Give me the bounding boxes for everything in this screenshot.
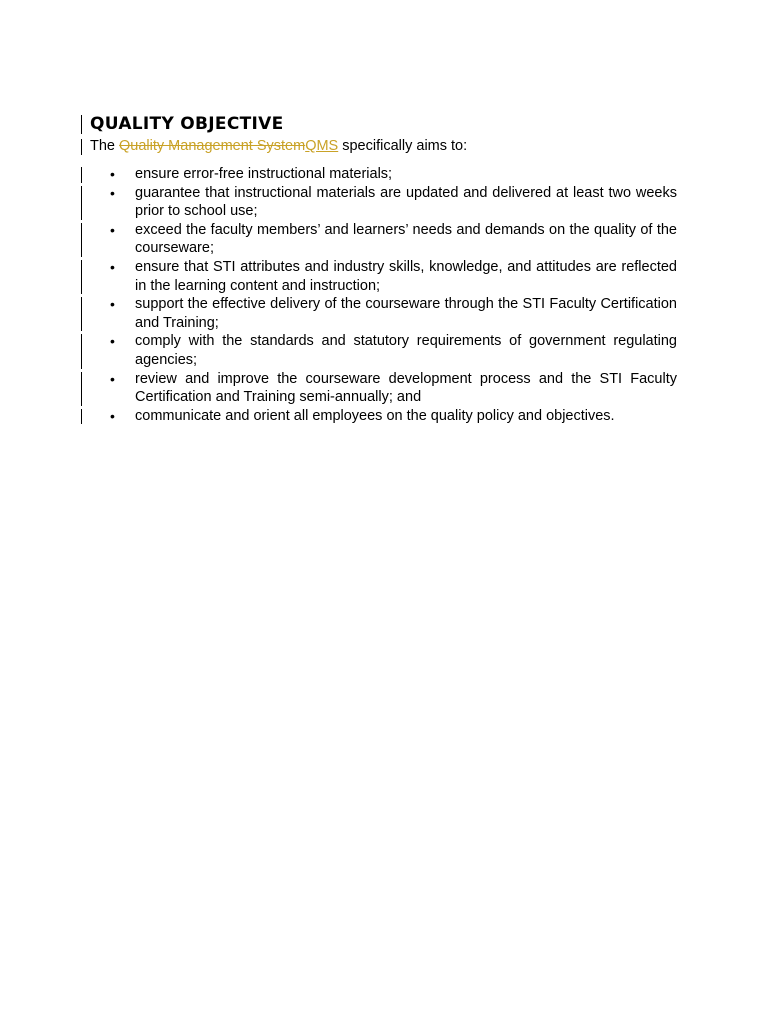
change-bar: [81, 223, 82, 257]
change-bar: [81, 167, 82, 183]
change-bar: [81, 115, 82, 134]
list-item-text: communicate and orient all employees on the quality policy and objectives.: [135, 407, 615, 424]
list-item-text: exceed the faculty members’ and learners’ needs and demands on the quality of the courseware;: [135, 221, 677, 257]
aims-list: [90, 165, 677, 425]
section-heading: [90, 112, 677, 136]
document-body: [90, 112, 677, 425]
list-item-text: ensure that STI attributes and industry skills, knowledge, and attitudes are reflected in the learning content and instruction;: [135, 258, 677, 294]
change-bar: [81, 139, 82, 155]
change-bar: [81, 372, 82, 406]
change-bar: [81, 186, 82, 220]
change-bar: [81, 334, 82, 368]
change-bar: [81, 260, 82, 294]
list-item-text: review and improve the courseware development process and the STI Faculty Certification and Training semi-annually; and: [135, 370, 677, 406]
list-item-text: comply with the standards and statutory requirements of government regulating agencies;: [135, 333, 677, 368]
list-item-text: guarantee that instructional materials are updated and delivered at least two weeks prior to school use;: [135, 184, 677, 220]
bullet-icon: •: [110, 370, 115, 387]
list-item: [90, 258, 677, 295]
intro-prefix: The: [90, 138, 120, 154]
list-item-text: support the effective delivery of the courseware through the STI Faculty Certification and Training;: [135, 296, 677, 331]
bullet-icon: •: [110, 258, 115, 275]
bullet-icon: •: [110, 184, 115, 201]
list-item: [90, 165, 677, 184]
list-item: [90, 184, 677, 221]
change-bar: [81, 297, 82, 331]
list-item: [90, 407, 677, 426]
intro-paragraph: [90, 136, 677, 156]
list-item: [90, 295, 677, 332]
bullet-icon: •: [110, 333, 115, 350]
bullet-icon: •: [110, 296, 115, 313]
change-bar: [81, 409, 82, 425]
section-heading-text: QUALITY OBJECTIVE: [90, 114, 284, 134]
bullet-icon: •: [110, 407, 115, 424]
intro-suffix: specifically aims to:: [338, 138, 468, 154]
tracked-deletion[interactable]: Quality Management System: [119, 138, 306, 154]
list-item-text: ensure error-free instructional materials;: [135, 166, 393, 182]
tracked-insertion[interactable]: QMS: [305, 138, 339, 154]
list-item: [90, 332, 677, 369]
bullet-icon: •: [110, 166, 115, 182]
list-item: [90, 221, 677, 258]
list-item: [90, 370, 677, 407]
bullet-icon: •: [110, 221, 115, 238]
